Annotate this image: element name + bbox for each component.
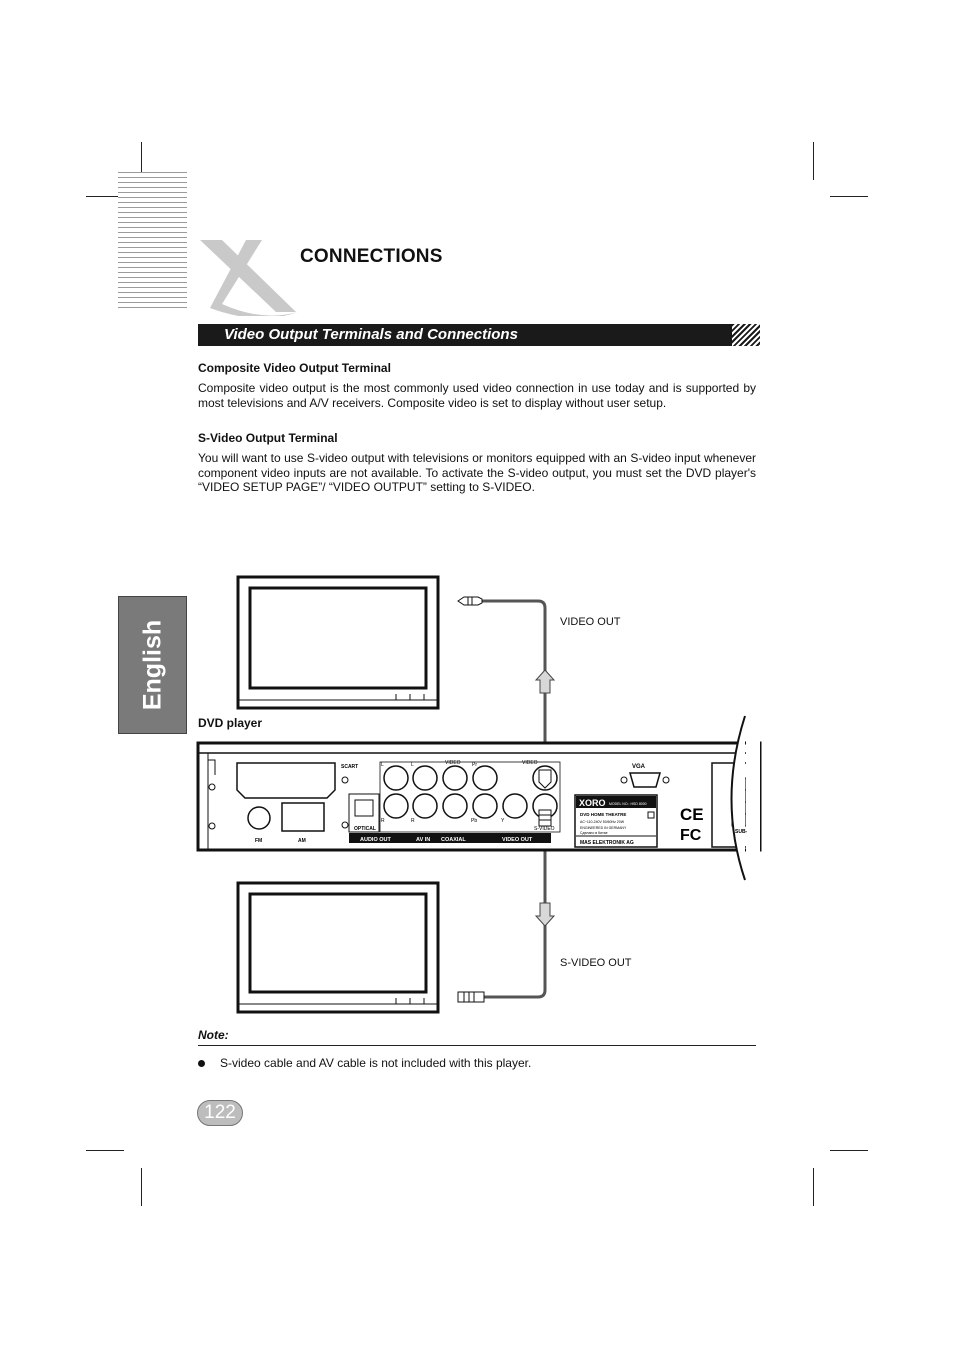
video-out-label: VIDEO OUT [560,616,621,628]
svideo-heading: S-Video Output Terminal [198,431,338,445]
arrow-up-icon [536,670,554,693]
plate-maker: MAS ELEKTRONIK AG [580,840,634,846]
panel-label-video-right: VIDEO [522,760,538,766]
section-title: Video Output Terminals and Connections [224,326,518,343]
svideo-out-label: S-VIDEO OUT [560,957,632,969]
plate-model: MODEL NO.: HSD 8000 [609,802,647,806]
plate-power: AC~110-240V 50/60Hz 20W [580,820,625,824]
tv-top [238,577,438,708]
bullet-icon [198,1060,205,1067]
panel-label-video-out: VIDEO OUT [502,837,533,843]
panel-label-pr: Pr [472,762,477,768]
arrow-down-icon [536,903,554,926]
panel-label-pb: Pb [471,818,478,824]
panel-label-l1: L [381,762,384,768]
panel-label-fm: FM [255,838,263,844]
panel-label-av-in: AV IN [416,837,431,843]
panel-label-l2: L [411,762,414,768]
panel-label-video-top: VIDEO [445,760,461,766]
fcc-mark-icon: FC [680,827,702,844]
dvd-player-label: DVD player [198,716,263,730]
panel-label-coaxial: COAXIAL [441,837,466,843]
ce-mark-icon: CE [680,805,704,824]
composite-heading: Composite Video Output Terminal [198,361,391,375]
language-tab-label: English [138,619,166,711]
dvd-player-back-panel [198,716,760,881]
panel-label-optical: OPTICAL [354,826,376,832]
composite-body: Composite video output is the most commonly used video connection in use today and is supported by most televisions and A/V receivers. Composite video is set to display without user setup. [198,381,756,410]
panel-label-scart: SCART [341,764,359,770]
panel-label-s-video: S-VIDEO [534,826,555,832]
note-divider [198,1045,756,1046]
panel-label-r2: R [411,818,415,824]
page-number: 122 [204,1102,236,1123]
panel-label-sub: SUB- [735,829,748,835]
plate-brand: XORO [579,798,606,808]
svideo-plug [539,810,551,826]
page-number-badge [197,1100,243,1126]
plate-product: DVD HOME THEATRE [580,812,627,817]
page-title: CONNECTIONS [300,246,443,267]
plate-made: Сделано в Китае [580,831,608,835]
note-label: Note: [198,1028,229,1042]
plate-origin: ENGINEERED IN GERMANY [580,826,627,830]
panel-label-r1: R [381,818,385,824]
note-item: S-video cable and AV cable is not included with this player. [220,1056,532,1070]
tv-bottom [238,883,438,1012]
svideo-body: You will want to use S-video output with televisions or monitors equipped with an S-video input whenever component video inputs are not available. To activate the S-video output, you must set the DVD player's “VIDEO SETUP PAGE”/ “VIDEO OUTPUT” setting to S-VIDEO. [198,451,756,494]
panel-label-am: AM [298,838,306,844]
panel-label-vga: VGA [632,764,646,770]
panel-label-audio-out: AUDIO OUT [360,837,391,843]
panel-label-y: Y [501,818,505,824]
